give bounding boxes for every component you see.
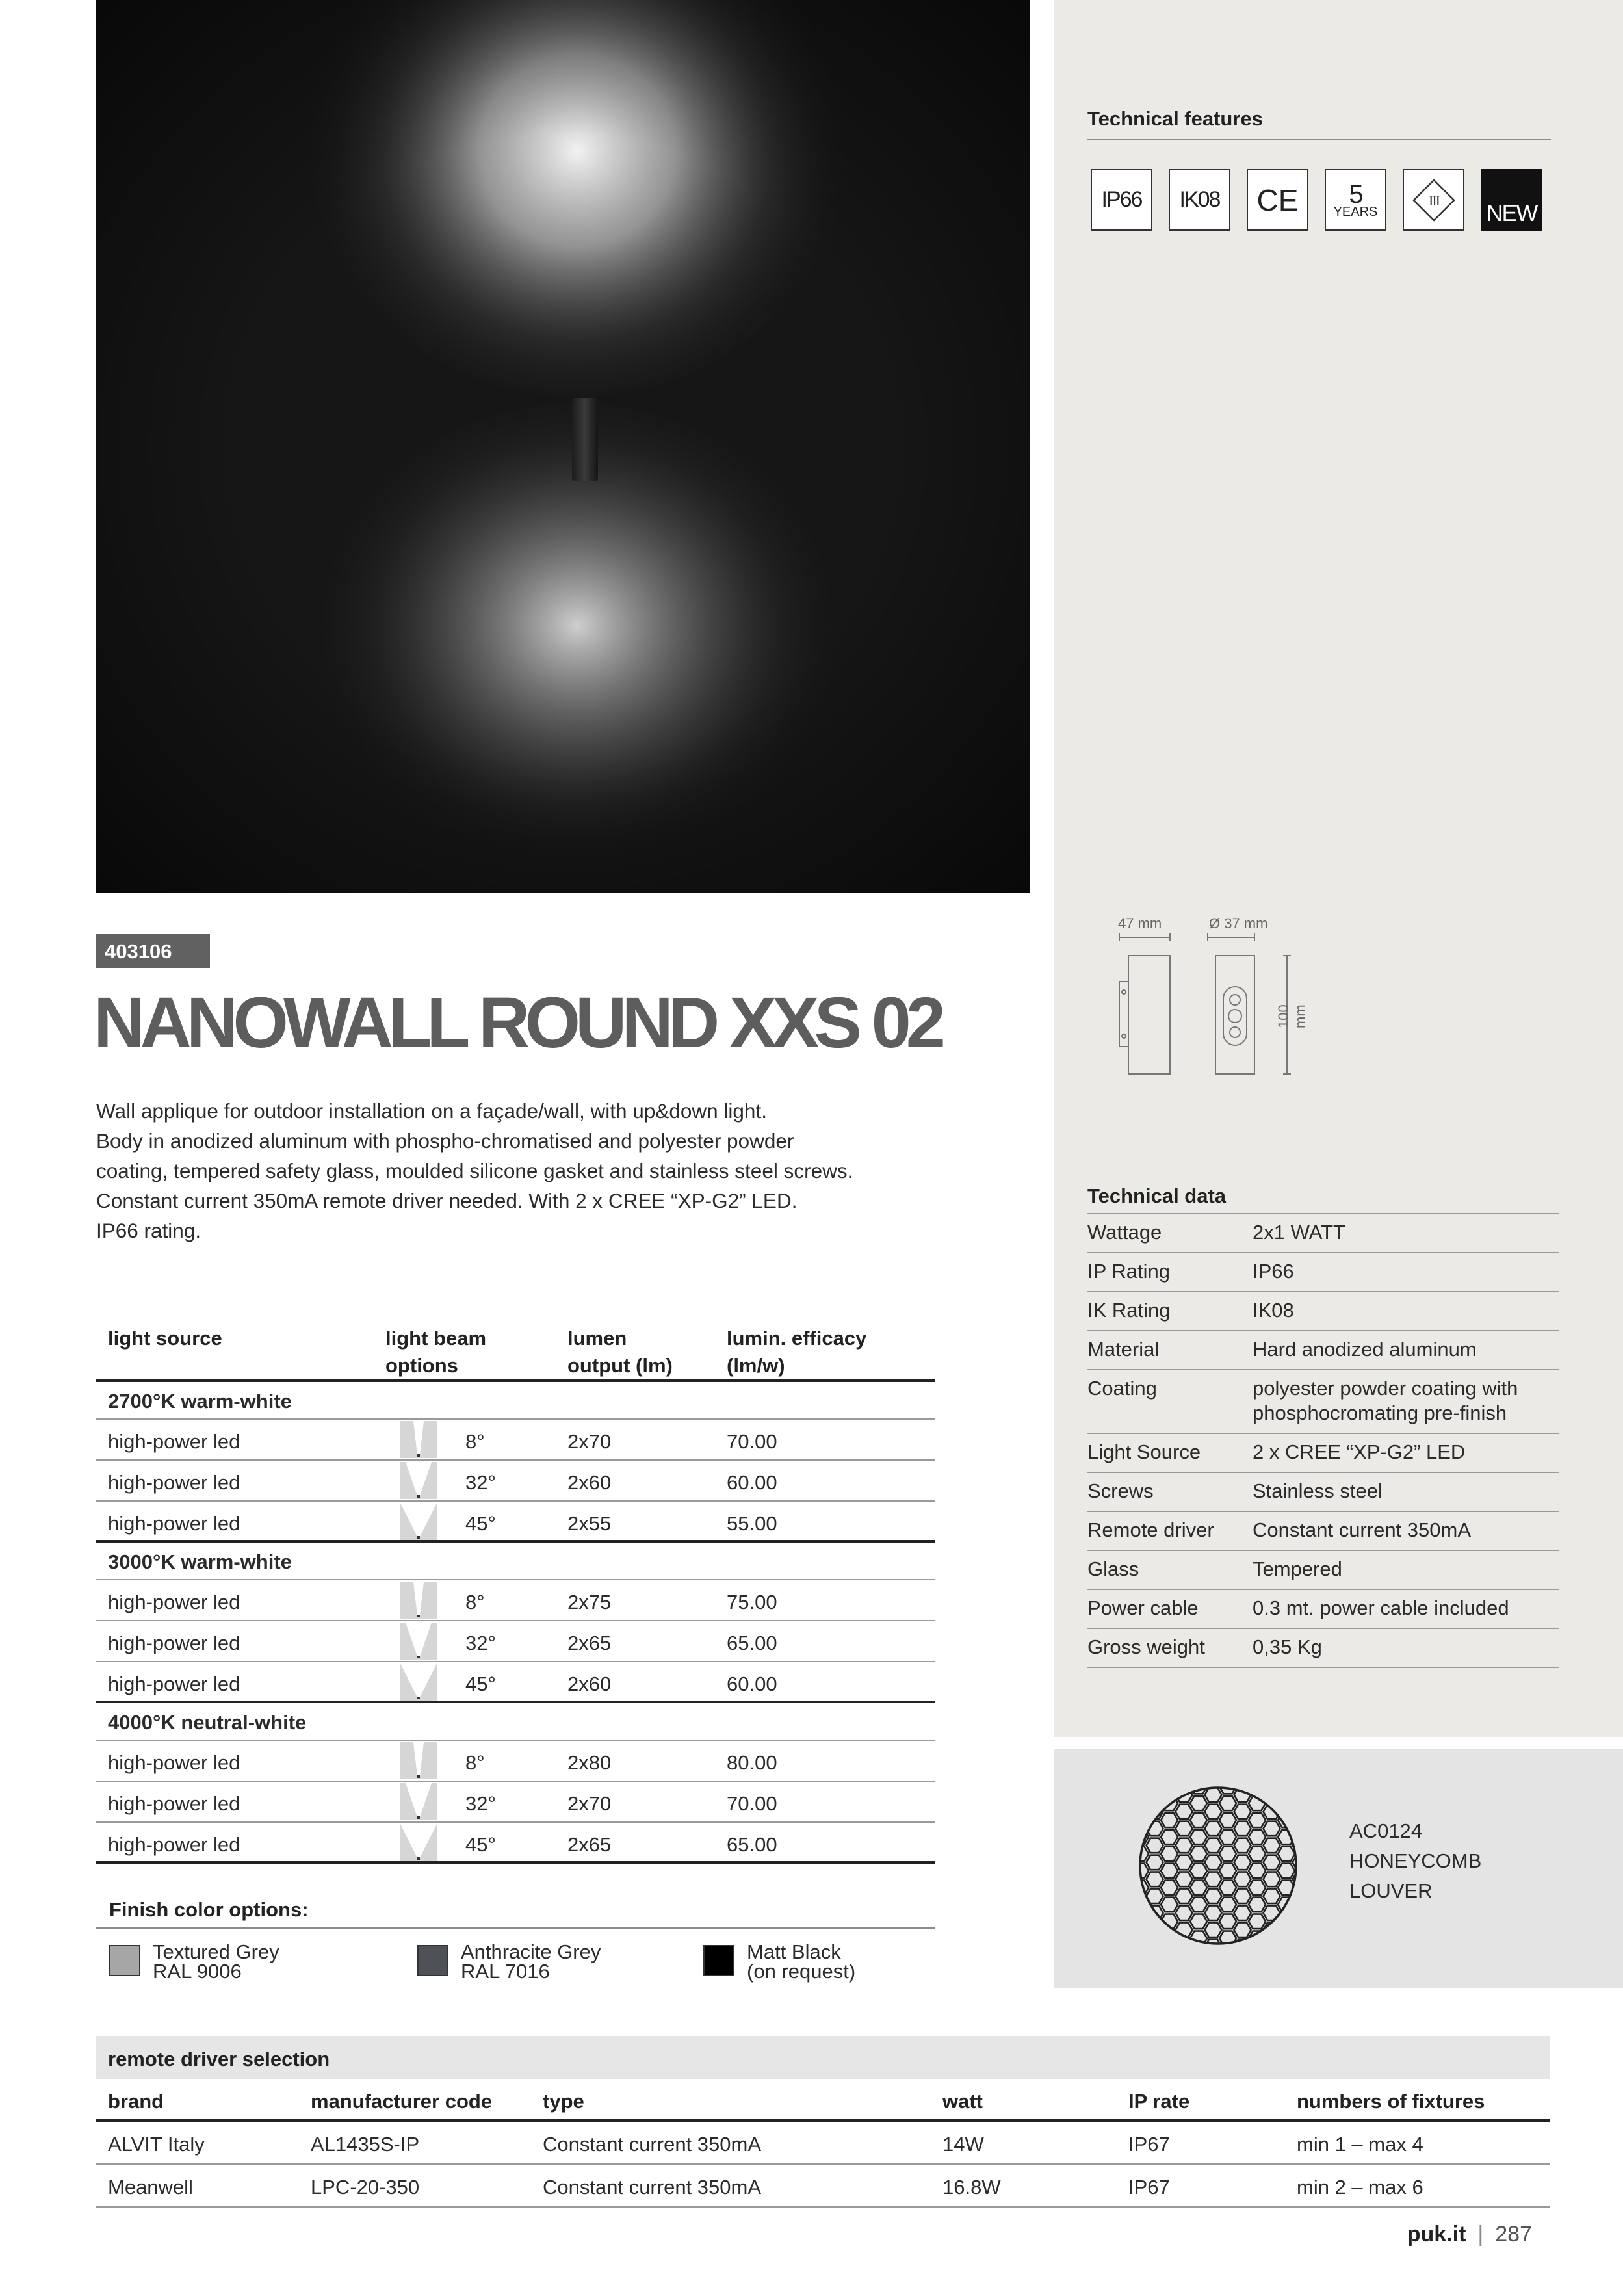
cell-source: high-power led: [108, 1471, 240, 1494]
col-light-beam: [385, 1325, 486, 1379]
footer-separator: |: [1477, 2222, 1484, 2247]
honeycomb-cell: [1278, 1847, 1295, 1862]
description-line: Wall applique for outdoor installation on a façade/wall, with up&down light.: [96, 1099, 767, 1123]
honeycomb-cell: [1278, 1796, 1295, 1811]
col-ip-rate: IP rate: [1128, 2090, 1190, 2113]
col-efficacy-line2: (lm/w): [727, 1354, 785, 1377]
ce-badge-label: CE: [1256, 183, 1299, 217]
accessory-code: AC0124: [1349, 1820, 1423, 1842]
honeycomb-cell: [1293, 1906, 1301, 1921]
honeycomb-cell: [1249, 1813, 1266, 1828]
honeycomb-cell: [1205, 1805, 1222, 1820]
honeycomb-cell: [1161, 1813, 1178, 1828]
tech-data-value: 2 x CREE “XP-G2” LED: [1253, 1441, 1466, 1463]
tech-data-key: IK Rating: [1087, 1299, 1171, 1322]
honeycomb-cell: [1161, 1898, 1178, 1912]
tech-data-row: [1087, 1213, 1559, 1252]
honeycomb-cell: [1205, 1838, 1222, 1853]
honeycomb-cell: [1147, 1838, 1163, 1853]
cell-beam: 45°: [465, 1512, 496, 1535]
honeycomb-cell: [1234, 1784, 1251, 1785]
tech-data-row: [1087, 1550, 1559, 1589]
honeycomb-cell: [1293, 1821, 1301, 1836]
honeycomb-louver-icon: [1136, 1784, 1300, 1948]
honeycomb-cell: [1219, 1796, 1236, 1811]
finish-label: [461, 1942, 601, 1981]
honeycomb-cell: [1264, 1784, 1280, 1785]
honeycomb-cell: [1176, 1838, 1193, 1853]
beam-angle-icon: [400, 1663, 437, 1701]
cell-code: LPC-20-350: [311, 2176, 420, 2198]
honeycomb-cell: [1293, 1889, 1301, 1904]
beam-angle-icon: [400, 1582, 437, 1619]
cell-efficacy: 70.00: [727, 1430, 777, 1453]
description-line: Body in anodized aluminum with phospho-chromatised and polyester powder: [96, 1129, 794, 1153]
honeycomb-cell: [1205, 1923, 1222, 1938]
honeycomb-cell: [1176, 1889, 1193, 1904]
ip-badge-label: IP66: [1101, 187, 1142, 212]
cell-beam: 45°: [465, 1833, 496, 1856]
product-photo: [96, 0, 1030, 893]
honeycomb-cell: [1161, 1864, 1178, 1879]
honeycomb-cell: [1161, 1796, 1178, 1811]
width-label: 47 mm: [1118, 915, 1162, 932]
finish-name: Anthracite Grey: [461, 1940, 601, 1963]
honeycomb-cell: [1147, 1872, 1163, 1887]
cell-source: high-power led: [108, 1591, 240, 1613]
honeycomb-cell: [1205, 1906, 1222, 1921]
cell-efficacy: 60.00: [727, 1673, 777, 1695]
divider: [96, 1927, 935, 1929]
cell-efficacy: 65.00: [727, 1632, 777, 1654]
honeycomb-cell: [1176, 1872, 1193, 1887]
honeycomb-cell: [1147, 1788, 1163, 1803]
swatch-matt-black: [703, 1945, 734, 1976]
honeycomb-cell: [1249, 1830, 1266, 1845]
table-row: [96, 1621, 935, 1662]
tech-data-row: [1087, 1589, 1559, 1628]
table-group-header: 2700°K warm-white: [96, 1382, 935, 1420]
page-number: 287: [1495, 2222, 1532, 2247]
remote-driver-title: remote driver selection: [96, 2036, 1550, 2079]
cell-efficacy: 65.00: [727, 1833, 777, 1856]
honeycomb-cell: [1190, 1813, 1207, 1828]
col-lumen-line2: output (lm): [567, 1354, 673, 1377]
ik-badge-label: IK08: [1179, 187, 1220, 212]
honeycomb-cell: [1147, 1940, 1163, 1948]
diameter-label: Ø 37 mm: [1209, 915, 1268, 932]
technical-data-title: Technical data: [1087, 1184, 1227, 1207]
dimension-drawing: [1105, 910, 1319, 1079]
swatch-anthracite-grey: [417, 1945, 448, 1976]
tech-data-row: [1087, 1252, 1559, 1291]
tech-data-key: Light Source: [1087, 1441, 1201, 1463]
tech-data-row: [1087, 1433, 1559, 1472]
accessory-label: [1349, 1816, 1481, 1906]
honeycomb-cell: [1234, 1821, 1251, 1836]
cell-lumen: 2x75: [567, 1591, 612, 1613]
finish-name: Textured Grey: [153, 1940, 279, 1963]
description-line: coating, tempered safety glass, moulded silicone gasket and stainless steel screws.: [96, 1159, 853, 1182]
col-lumen-output: [567, 1325, 673, 1379]
product-description: [96, 1096, 954, 1246]
finish-name: Matt Black: [747, 1940, 841, 1963]
honeycomb-cell: [1176, 1805, 1193, 1820]
tech-data-value: Constant current 350mA: [1253, 1519, 1472, 1541]
cell-source: high-power led: [108, 1512, 240, 1535]
cell-fixtures: min 2 – max 6: [1297, 2176, 1423, 2198]
table-row: [96, 1502, 935, 1543]
table-row: [96, 1782, 935, 1823]
col-manufacturer-code: manufacturer code: [311, 2090, 493, 2113]
cell-efficacy: 75.00: [727, 1591, 777, 1613]
finish-label: [747, 1942, 855, 1981]
beam-angle-icon: [400, 1623, 437, 1660]
cell-beam: 45°: [465, 1673, 496, 1695]
swatch-textured-grey: [109, 1945, 140, 1976]
honeycomb-cell: [1136, 1864, 1149, 1879]
cell-lumen: 2x70: [567, 1792, 612, 1815]
cell-beam: 32°: [465, 1632, 496, 1654]
honeycomb-cell: [1176, 1855, 1193, 1870]
honeycomb-cell: [1249, 1864, 1266, 1879]
table-row: [96, 2122, 1550, 2165]
honeycomb-cell: [1205, 1784, 1222, 1785]
honeycomb-cell: [1249, 1784, 1266, 1794]
honeycomb-cell: [1136, 1813, 1149, 1828]
accessory-name: LOUVER: [1349, 1879, 1433, 1902]
honeycomb-cell: [1234, 1838, 1251, 1853]
cell-lumen: 2x65: [567, 1833, 612, 1856]
tech-data-key: Power cable: [1087, 1597, 1199, 1619]
honeycomb-cell: [1264, 1788, 1280, 1803]
feature-badges: [1091, 169, 1542, 231]
honeycomb-cell: [1293, 1805, 1301, 1820]
cell-beam: 32°: [465, 1471, 496, 1494]
tech-data-key: Wattage: [1087, 1221, 1162, 1244]
honeycomb-cell: [1190, 1847, 1207, 1862]
finish-title: Finish color options:: [109, 1898, 309, 1921]
col-type: type: [543, 2090, 584, 2113]
technical-features-title: Technical features: [1087, 107, 1263, 130]
honeycomb-cell: [1264, 1855, 1280, 1870]
tech-data-value: 2x1 WATT: [1253, 1221, 1345, 1244]
tech-data-value: Tempered: [1253, 1558, 1342, 1580]
honeycomb-cell: [1264, 1821, 1280, 1836]
warranty-number: 5: [1349, 179, 1362, 209]
cell-beam: 8°: [465, 1430, 485, 1453]
cell-efficacy: 80.00: [727, 1751, 777, 1774]
cell-lumen: 2x60: [567, 1673, 612, 1695]
cell-watt: 16.8W: [942, 2176, 1001, 2198]
honeycomb-cell: [1205, 1788, 1222, 1803]
tech-data-key: Material: [1087, 1338, 1160, 1361]
class-iii-label: III: [1428, 192, 1439, 209]
cell-source: high-power led: [108, 1833, 240, 1856]
table-row: [96, 1420, 935, 1461]
col-watt: watt: [942, 2090, 983, 2113]
cell-code: AL1435S-IP: [311, 2133, 420, 2156]
tech-data-key: Coating: [1087, 1377, 1157, 1400]
honeycomb-cell: [1161, 1931, 1178, 1946]
honeycomb-cell: [1264, 1906, 1280, 1921]
col-efficacy: [727, 1325, 866, 1379]
col-fixtures: numbers of fixtures: [1297, 2090, 1485, 2113]
cell-efficacy: 70.00: [727, 1792, 777, 1815]
cell-lumen: 2x55: [567, 1512, 612, 1535]
honeycomb-cell: [1264, 1889, 1280, 1904]
honeycomb-cell: [1293, 1784, 1301, 1785]
finish-sub: RAL 7016: [461, 1960, 550, 1983]
honeycomb-cell: [1249, 1914, 1266, 1929]
table-row: [96, 2165, 1550, 2208]
beam-angle-icon: [400, 1462, 437, 1499]
honeycomb-cell: [1264, 1872, 1280, 1887]
class-iii-icon: [1403, 169, 1464, 231]
honeycomb-cell: [1190, 1881, 1207, 1896]
cell-type: Constant current 350mA: [543, 2133, 762, 2156]
honeycomb-cell: [1176, 1821, 1193, 1836]
tech-data-key: Screws: [1087, 1480, 1154, 1502]
honeycomb-cell: [1264, 1940, 1280, 1948]
warranty-unit: YEARS: [1333, 204, 1378, 219]
table-row: [96, 1662, 935, 1703]
honeycomb-cell: [1190, 1830, 1207, 1845]
cell-type: Constant current 350mA: [543, 2176, 762, 2198]
col-efficacy-line1: lumin. efficacy: [727, 1327, 867, 1350]
tech-data-row: [1087, 1369, 1559, 1433]
page-footer: [1407, 2222, 1532, 2247]
cell-lumen: 2x70: [567, 1430, 612, 1453]
honeycomb-cell: [1161, 1830, 1178, 1845]
honeycomb-cell: [1219, 1847, 1236, 1862]
honeycomb-cell: [1190, 1914, 1207, 1929]
tech-data-key: IP Rating: [1087, 1260, 1170, 1283]
honeycomb-cell: [1249, 1881, 1266, 1896]
tech-data-value: 0.3 mt. power cable included: [1253, 1597, 1509, 1619]
cell-lumen: 2x80: [567, 1751, 612, 1774]
honeycomb-cell: [1176, 1940, 1193, 1948]
cell-beam: 8°: [465, 1751, 485, 1774]
beam-angle-icon: [400, 1742, 437, 1779]
beam-angle-icon: [400, 1824, 437, 1861]
table-group-header: 4000°K neutral-white: [96, 1703, 935, 1741]
honeycomb-cell: [1147, 1784, 1163, 1785]
cell-source: high-power led: [108, 1632, 240, 1654]
tech-data-key: Remote driver: [1087, 1519, 1214, 1541]
cell-source: high-power led: [108, 1430, 240, 1453]
tech-data-row: [1087, 1330, 1559, 1369]
table-body: [96, 1382, 935, 1864]
col-brand: brand: [108, 2090, 164, 2113]
diamond-icon: [1411, 177, 1457, 223]
remote-driver-header: [96, 2079, 1550, 2122]
honeycomb-cell: [1278, 1864, 1295, 1879]
honeycomb-cell: [1176, 1906, 1193, 1921]
honeycomb-cell: [1147, 1855, 1163, 1870]
cell-beam: 32°: [465, 1792, 496, 1815]
honeycomb-cell: [1234, 1855, 1251, 1870]
finish-sub: (on request): [747, 1960, 856, 1983]
honeycomb-cell: [1249, 1847, 1266, 1862]
tech-data-value: polyester powder coating with phosphocromating pre-finish: [1253, 1377, 1518, 1424]
table-row: [96, 1461, 935, 1502]
beam-angle-icon: [400, 1421, 437, 1458]
tech-data-row: [1087, 1472, 1559, 1511]
cell-brand: ALVIT Italy: [108, 2133, 205, 2156]
honeycomb-cell: [1234, 1906, 1251, 1921]
table-row: [96, 1823, 935, 1864]
honeycomb-cell: [1147, 1923, 1163, 1938]
accessory-name: HONEYCOMB: [1349, 1849, 1482, 1872]
ip66-icon: [1091, 169, 1152, 231]
cell-efficacy: 60.00: [727, 1471, 777, 1494]
tech-data-row: [1087, 1291, 1559, 1330]
honeycomb-cell: [1219, 1881, 1236, 1896]
col-lumen-line1: lumen: [567, 1327, 627, 1350]
cell-ip: IP67: [1128, 2176, 1170, 2198]
honeycomb-cell: [1136, 1931, 1149, 1946]
description-line: Constant current 350mA remote driver needed. With 2 x CREE “XP-G2” LED.: [96, 1189, 798, 1212]
honeycomb-cell: [1190, 1796, 1207, 1811]
table-row: [96, 1580, 935, 1621]
cell-beam: 8°: [465, 1591, 485, 1613]
cell-ip: IP67: [1128, 2133, 1170, 2156]
honeycomb-cell: [1219, 1864, 1236, 1879]
cell-source: high-power led: [108, 1792, 240, 1815]
honeycomb-cell: [1234, 1872, 1251, 1887]
honeycomb-cell: [1219, 1898, 1236, 1912]
table-group-header: 3000°K warm-white: [96, 1543, 935, 1580]
honeycomb-cell: [1278, 1931, 1295, 1946]
new-badge-icon: [1481, 169, 1542, 231]
cell-lumen: 2x60: [567, 1471, 612, 1494]
cell-efficacy: 55.00: [727, 1512, 777, 1535]
warranty-5-years-icon: [1325, 169, 1386, 231]
ce-mark-icon: [1247, 169, 1308, 231]
honeycomb-cell: [1219, 1914, 1236, 1929]
honeycomb-cell: [1278, 1784, 1295, 1794]
col-light-beam-line1: light beam: [385, 1327, 487, 1350]
cell-watt: 14W: [942, 2133, 984, 2156]
honeycomb-cell: [1161, 1784, 1178, 1794]
beam-angle-icon: [400, 1503, 437, 1540]
product-title: NANOWALL ROUND XXS 02: [94, 983, 941, 1063]
honeycomb-cell: [1219, 1813, 1236, 1828]
tech-data-key: Glass: [1087, 1558, 1139, 1580]
tech-data-row: [1087, 1628, 1559, 1668]
fixture-body: [572, 398, 598, 481]
honeycomb-cell: [1190, 1864, 1207, 1879]
col-light-beam-line2: options: [385, 1354, 458, 1377]
honeycomb-cell: [1136, 1784, 1149, 1794]
tech-data-key: Gross weight: [1087, 1636, 1205, 1658]
honeycomb-cell: [1264, 1838, 1280, 1853]
honeycomb-cell: [1136, 1914, 1149, 1929]
wall-light-render: [96, 0, 1030, 893]
honeycomb-cell: [1249, 1898, 1266, 1912]
site-link[interactable]: puk.it: [1407, 2222, 1466, 2247]
honeycomb-cell: [1234, 1923, 1251, 1938]
technical-data-table: [1087, 1213, 1559, 1668]
description-line: IP66 rating.: [96, 1219, 201, 1242]
honeycomb-cell: [1205, 1889, 1222, 1904]
honeycomb-cell: [1234, 1889, 1251, 1904]
tech-data-value: IK08: [1253, 1299, 1294, 1322]
finish-label: [153, 1942, 279, 1981]
product-code: 403106: [96, 934, 210, 968]
honeycomb-cell: [1278, 1914, 1295, 1929]
honeycomb-cell: [1190, 1898, 1207, 1912]
col-light-source: light source: [108, 1327, 222, 1350]
cell-source: high-power led: [108, 1673, 240, 1695]
honeycomb-cell: [1161, 1847, 1178, 1862]
tech-data-value: IP66: [1253, 1260, 1294, 1283]
honeycomb-cell: [1205, 1821, 1222, 1836]
finish-sub: RAL 9006: [153, 1960, 242, 1983]
divider: [1087, 139, 1551, 140]
tech-data-value: 0,35 Kg: [1253, 1636, 1322, 1658]
cell-fixtures: min 1 – max 4: [1297, 2133, 1423, 2156]
honeycomb-cell: [1219, 1830, 1236, 1845]
honeycomb-cell: [1176, 1784, 1193, 1785]
honeycomb-cell: [1136, 1796, 1149, 1811]
honeycomb-cell: [1161, 1881, 1178, 1896]
new-badge-label: NEW: [1486, 200, 1537, 226]
table-row: [96, 1741, 935, 1782]
table-header: [96, 1320, 935, 1382]
tech-data-value: Hard anodized aluminum: [1253, 1338, 1477, 1361]
honeycomb-cell: [1205, 1855, 1222, 1870]
ik08-icon: [1169, 169, 1230, 231]
honeycomb-cell: [1293, 1923, 1301, 1938]
honeycomb-cell: [1234, 1805, 1251, 1820]
height-label: 100 mm: [1275, 1004, 1308, 1028]
cell-source: high-power led: [108, 1751, 240, 1774]
honeycomb-cell: [1293, 1788, 1301, 1803]
cell-lumen: 2x65: [567, 1632, 612, 1654]
honeycomb-cell: [1264, 1923, 1280, 1938]
honeycomb-cell: [1293, 1940, 1301, 1948]
beam-angle-icon: [400, 1783, 437, 1820]
tech-data-row: [1087, 1511, 1559, 1550]
light-source-table: [96, 1320, 935, 1864]
honeycomb-cell: [1205, 1872, 1222, 1887]
tech-data-value: Stainless steel: [1253, 1480, 1383, 1502]
cell-brand: Meanwell: [108, 2176, 193, 2198]
